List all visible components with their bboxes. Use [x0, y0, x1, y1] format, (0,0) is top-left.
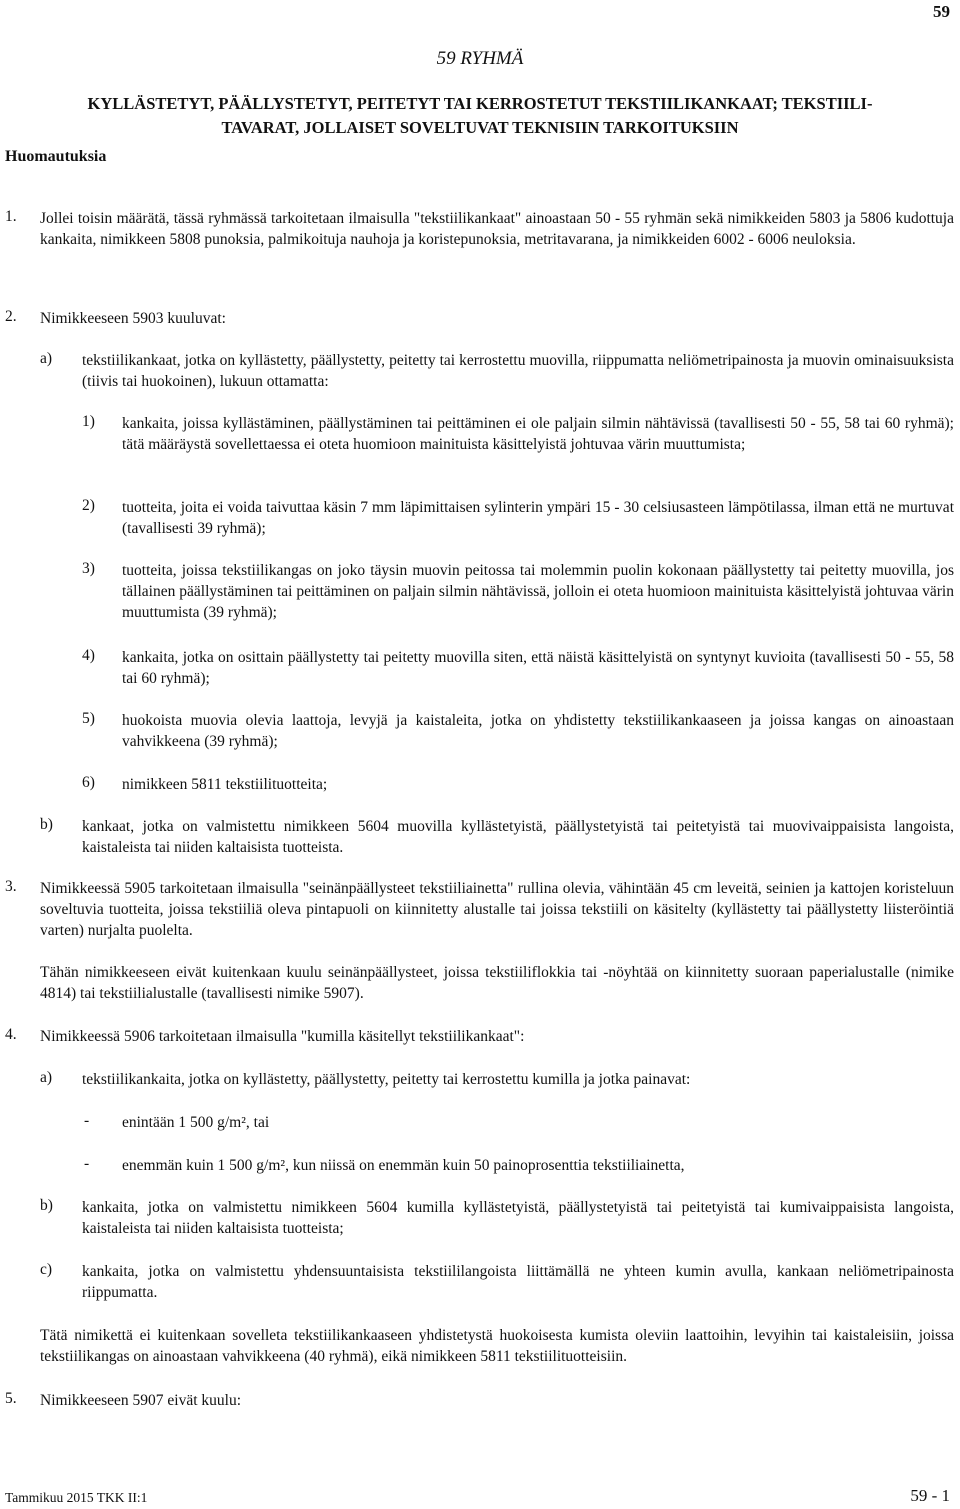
- item-text: kankaita, jotka on valmistettu yhdensuuntaisista tekstiililangoista liittämällä ne yhteen kumin avulla, kankaan neliömetripainosta riippumatta.: [82, 1263, 954, 1301]
- item-text: tekstiilikankaita, jotka on kyllästetty, päällystetty, peitetty tai kerrostettu kumilla ja jotka painavat:: [82, 1071, 691, 1088]
- note-number: 1.: [5, 208, 17, 225]
- subitem-text: tuotteita, joissa tekstiilikangas on joko täysin muovin peitossa tai molemmin puolin kokonaan päällystetty tai peitetty muovilla, jos tällainen päällystäminen tai peittäminen on paljain silmin nähtävissä, jolloin ei oteta huomioon mainituista käsittelyistä johtuvaa värin muuttumista (39 ryhmä);: [122, 562, 954, 621]
- note-paragraph: Tähän nimikkeeseen eivät kuitenkaan kuulu seinänpäällysteet, joissa tekstiiliflokkia tai -nöyhtää on kiinnitetty suoraan paperialustalle (nimike 4814) tai tekstiilialustalle (tavallisesti nimike 5907).: [40, 964, 954, 1002]
- note-number: 2.: [5, 308, 17, 325]
- chapter-heading: 59 RYHMÄ: [436, 48, 524, 69]
- subitem-number: 3): [82, 560, 95, 577]
- notes-heading: Huomautuksia: [5, 148, 107, 165]
- item-letter: c): [40, 1261, 53, 1278]
- subitem-number: 1): [82, 413, 95, 430]
- page-number-top: 59: [933, 2, 950, 21]
- subitem-number: 2): [82, 497, 95, 514]
- note-number: 3.: [5, 878, 17, 895]
- footer-date: Tammikuu 2015 TKK II:1: [5, 1490, 148, 1505]
- item-letter: b): [40, 1197, 53, 1214]
- item-text: kankaita, jotka on valmistettu nimikkeen 5604 kumilla kyllästetyistä, päällystetyistä tai peitetyistä tai kumivaippaisista langoista, kaistaleista tai niiden kaltaisista tuotteista;: [82, 1199, 954, 1237]
- item-letter: b): [40, 816, 53, 833]
- note-number: 5.: [5, 1390, 17, 1407]
- chapter-title-line2: TAVARAT, JOLLAISET SOVELTUVAT TEKNISIIN TARKOITUKSIIN: [221, 118, 739, 137]
- dash-item-text: enintään 1 500 g/m², tai: [122, 1114, 270, 1131]
- subitem-text: kankaita, joissa kyllästäminen, päällystäminen tai peittäminen ei ole paljain silmin nähtävissä (tavallisesti 50 - 55, 58 tai 60 ryhmä); tätä määräystä sovellettaessa ei oteta huomioon mainituista käsittelyistä johtuvaa värin muuttumista;: [122, 415, 954, 453]
- item-text: tekstiilikankaat, jotka on kyllästetty, päällystetty, peitetty tai kerrostettu muovilla, riippumatta neliömetripainosta ja muovin ominaisuuksista (tiivis tai huokoinen), lukuun ottamatta:: [82, 352, 954, 390]
- dash-item-text: enemmän kuin 1 500 g/m², kun niissä on enemmän kuin 50 painoprosenttia tekstiiliainetta,: [122, 1157, 685, 1174]
- subitem-text: kankaita, jotka on osittain päällystetty tai peitetty muovilla siten, että näistä käsittelyistä on syntynyt kuvioita (tavallisesti 50 - 55, 58 tai 60 ryhmä);: [122, 649, 954, 687]
- item-letter: a): [40, 350, 53, 367]
- footer-page-number: 59 - 1: [910, 1486, 950, 1505]
- subitem-text: tuotteita, joita ei voida taivuttaa käsin 7 mm läpimittaisen sylinterin ympäri 15 - 30 celsiusasteen lämpötilassa, ilman että ne murtuvat (tavallisesti 39 ryhmä);: [122, 499, 954, 537]
- chapter-title: [8, 92, 952, 140]
- subitem-number: 5): [82, 710, 95, 727]
- note-text: Nimikkeessä 5905 tarkoitetaan ilmaisulla "seinänpäällysteet tekstiiliainetta" rullina olevia, vähintään 45 cm leveitä, seinien ja kattojen koristeluun soveltuvia tuotteita, joissa tekstiiliä oleva pintapuoli on kiinnitetty alustalle tai joissa tekstiili on käsitelty (kyllästetty tai päällystetty liisteröintiä varten) nurjalta puolelta.: [40, 880, 954, 939]
- chapter-title-line1: KYLLÄSTETYT, PÄÄLLYSTETYT, PEITETYT TAI KERROSTETUT TEKSTIILIKANKAAT; TEKSTIILI-: [87, 94, 873, 113]
- note-paragraph: Tätä nimikettä ei kuitenkaan sovelleta tekstiilikankaaseen yhdistetystä huokoisesta kumista oleviin laattoihin, levyihin tai kaistaleisiin, joissa tekstiilikangas on ainoastaan vahvikkeena (40 ryhmä), eikä nimikkeen 5811 tekstiilituotteisiin.: [40, 1327, 954, 1365]
- item-letter: a): [40, 1069, 53, 1086]
- item-text: kankaat, jotka on valmistettu nimikkeen 5604 muovilla kyllästetyistä, päällystetyistä tai peitetyistä tai muovivaippaisista langoista, kaistaleista tai niiden kaltaisista tuotteista.: [82, 818, 954, 856]
- dash-bullet: -: [84, 1155, 90, 1172]
- note-text: Nimikkeeseen 5903 kuuluvat:: [40, 310, 226, 327]
- subitem-text: huokoista muovia olevia laattoja, levyjä ja kaistaleita, jotka on yhdistetty tekstiilikankaaseen ja joissa kangas on ainoastaan vahvikkeena (39 ryhmä);: [122, 712, 954, 750]
- subitem-text: nimikkeen 5811 tekstiilituotteita;: [122, 776, 328, 793]
- note-text: Jollei toisin määrätä, tässä ryhmässä tarkoitetaan ilmaisulla "tekstiilikankaat" ainoastaan 50 - 55 ryhmän sekä nimikkeiden 5803 ja 5806 kudottuja kankaita, nimikkeen 5808 punoksia, palmikoituja nauhoja ja koristepunoksia, metritavarana, ja nimikkeiden 6002 - 6006 neuloksia.: [40, 210, 954, 248]
- note-number: 4.: [5, 1026, 17, 1043]
- subitem-number: 6): [82, 774, 95, 791]
- dash-bullet: -: [84, 1112, 90, 1129]
- note-text: Nimikkeeseen 5907 eivät kuulu:: [40, 1392, 242, 1409]
- subitem-number: 4): [82, 647, 95, 664]
- note-text: Nimikkeessä 5906 tarkoitetaan ilmaisulla "kumilla käsitellyt tekstiilikankaat":: [40, 1028, 525, 1045]
